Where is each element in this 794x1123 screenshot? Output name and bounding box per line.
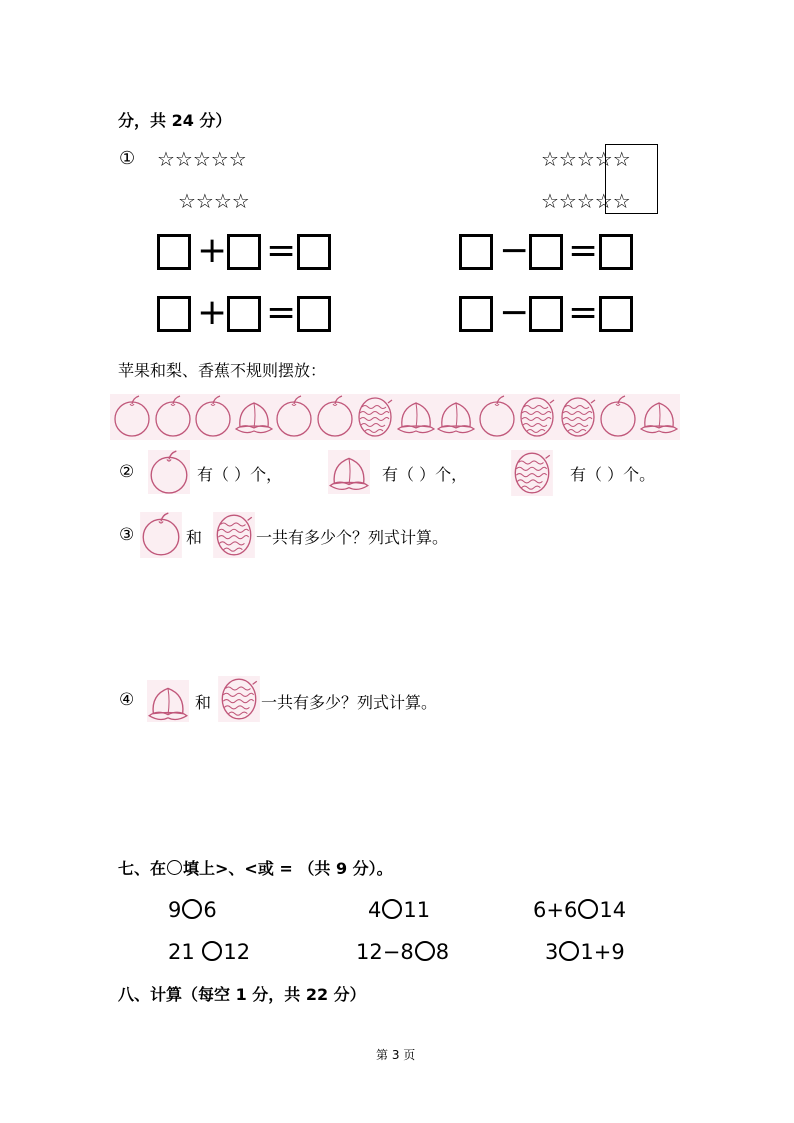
peach-count-blank[interactable]: 有（ ）个， <box>382 465 468 484</box>
compare-circle[interactable] <box>382 899 402 919</box>
equals-sign: = <box>568 292 599 333</box>
question-marker: ① <box>119 148 136 169</box>
minus-sign: − <box>499 292 530 333</box>
peach-icon <box>639 395 679 439</box>
left-operand: 12−8 <box>356 940 414 964</box>
compare-item <box>168 940 250 964</box>
section-7-title-start: 七、在 <box>118 859 167 878</box>
melon-icon <box>355 395 395 439</box>
apple-icon <box>153 395 193 439</box>
left-operand: 21 <box>168 940 195 964</box>
right-operand: 1+9 <box>580 940 625 964</box>
compare-circle[interactable] <box>415 941 435 961</box>
compare-item <box>533 898 626 922</box>
answer-box[interactable] <box>529 234 563 270</box>
fruit-intro-text: 苹果和梨、香蕉不规则摆放： <box>118 361 327 380</box>
star-group-left-bottom: ☆☆☆☆ <box>178 189 250 213</box>
answer-box[interactable] <box>459 234 493 270</box>
fruit-row <box>110 394 680 440</box>
right-operand: 12 <box>223 940 251 964</box>
peach-icon <box>396 395 436 439</box>
compare-circle[interactable] <box>559 941 579 961</box>
melon-count-blank[interactable]: 有（ ）个。 <box>570 465 656 484</box>
plus-sign: + <box>197 292 228 333</box>
answer-box[interactable] <box>529 296 563 332</box>
answer-box[interactable] <box>297 234 331 270</box>
section-7-title <box>118 856 393 879</box>
peach-icon <box>234 395 274 439</box>
compare-item <box>368 898 430 922</box>
star-group-left-top: ☆☆☆☆☆ <box>157 147 247 171</box>
answer-box[interactable] <box>599 296 633 332</box>
left-operand: 4 <box>368 898 382 922</box>
section-7-title-rest: 填上>、<或 = （共 9 分）。 <box>183 859 393 878</box>
star-group-right-bottom: ☆☆☆☆☆ <box>541 189 631 213</box>
answer-box[interactable] <box>297 296 331 332</box>
apple-count-blank[interactable]: 有（ ）个， <box>197 465 283 484</box>
left-operand: 3 <box>545 940 559 964</box>
and-text: 和 <box>186 528 203 547</box>
peach-icon <box>145 680 191 722</box>
melon-icon <box>217 676 261 722</box>
apple-icon <box>598 395 638 439</box>
answer-box[interactable] <box>227 296 261 332</box>
right-operand: 6 <box>203 898 217 922</box>
plus-sign: + <box>197 230 228 271</box>
peach-icon <box>436 395 476 439</box>
question-text: 一共有多少？列式计算。 <box>261 693 438 712</box>
apple-icon <box>193 395 233 439</box>
question-text: 一共有多少个？列式计算。 <box>256 528 449 547</box>
right-operand: 11 <box>403 898 431 922</box>
question-marker: ③ <box>119 525 135 545</box>
answer-box[interactable] <box>459 296 493 332</box>
melon-icon <box>212 512 256 558</box>
page-number: 第 3 页 <box>376 1048 416 1062</box>
apple-icon <box>148 450 190 494</box>
apple-icon <box>112 395 152 439</box>
answer-box[interactable] <box>599 234 633 270</box>
question-marker: ④ <box>119 690 135 710</box>
star-group-right-top: ☆☆☆☆☆ <box>541 147 631 171</box>
star-highlight-frame <box>605 144 658 214</box>
melon-icon <box>558 395 598 439</box>
peach-icon <box>328 450 370 494</box>
compare-circle[interactable] <box>578 899 598 919</box>
right-operand: 14 <box>599 898 627 922</box>
melon-icon <box>517 395 557 439</box>
right-operand: 8 <box>435 940 450 964</box>
answer-box[interactable] <box>157 296 191 332</box>
and-text: 和 <box>195 693 212 712</box>
question-marker: ② <box>119 462 135 482</box>
compare-item <box>168 898 217 922</box>
compare-item <box>545 940 625 964</box>
compare-circle[interactable] <box>182 899 202 919</box>
section-header-tail: 分，共 24 分） <box>118 111 232 130</box>
compare-item <box>356 940 449 964</box>
section-8-title: 八、计算（每空 1 分，共 22 分） <box>118 985 366 1004</box>
answer-box[interactable] <box>227 234 261 270</box>
melon-icon <box>511 450 553 496</box>
apple-icon <box>140 512 182 558</box>
apple-icon <box>315 395 355 439</box>
left-operand: 9 <box>168 898 182 922</box>
circle-icon <box>167 860 182 875</box>
apple-icon <box>274 395 314 439</box>
left-operand: 6+6 <box>533 898 578 922</box>
answer-box[interactable] <box>157 234 191 270</box>
compare-circle[interactable] <box>202 941 222 961</box>
minus-sign: − <box>499 230 530 271</box>
equals-sign: = <box>568 230 599 271</box>
equals-sign: = <box>266 292 297 333</box>
equals-sign: = <box>266 230 297 271</box>
apple-icon <box>477 395 517 439</box>
